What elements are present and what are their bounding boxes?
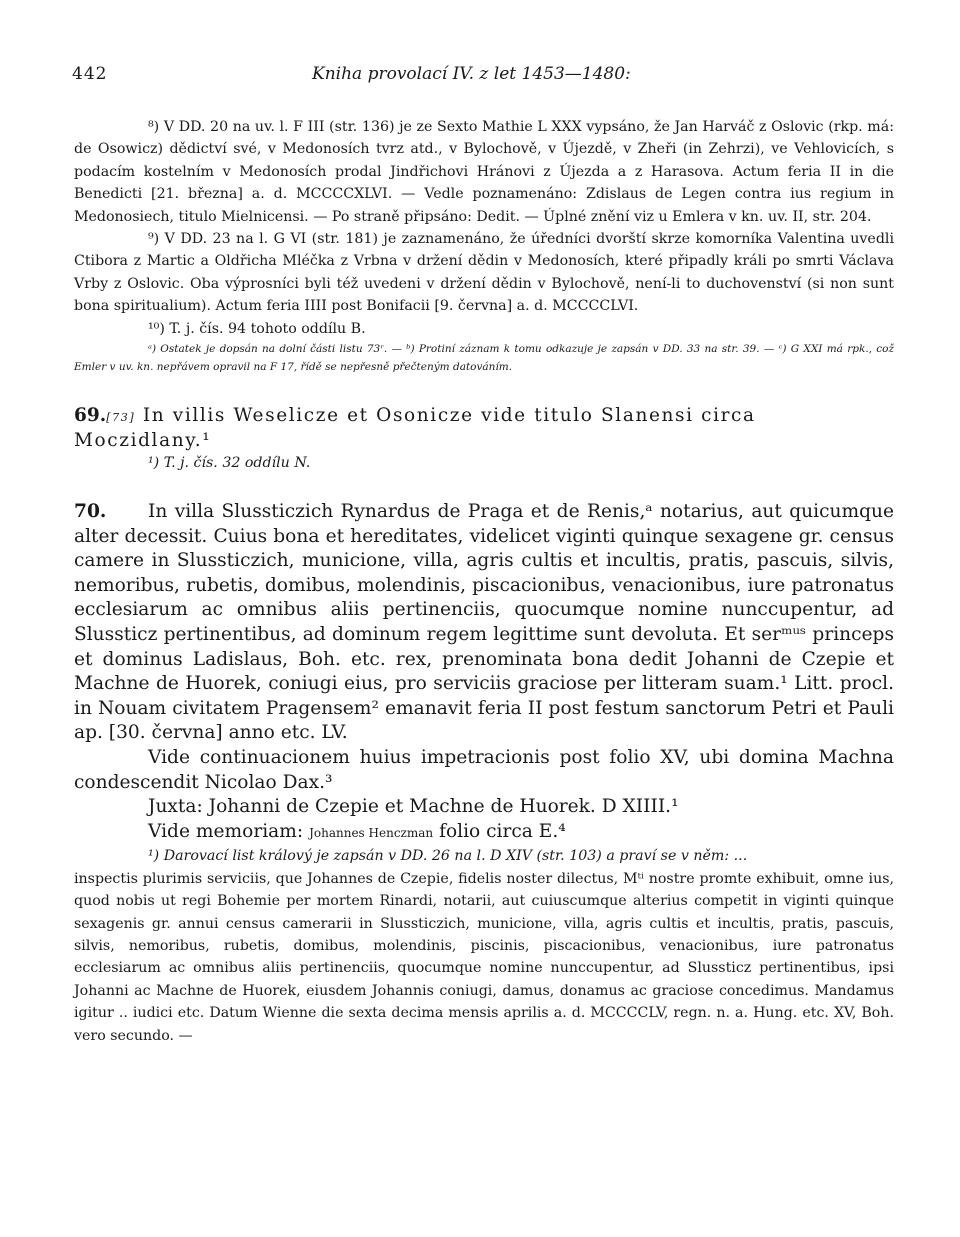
entry-70-vide: Vide continuacionem huius impetracionis post folio XV, ubi domina Machna condescendit Nicolao Dax.³ [74,747,894,793]
entry-70-footnote-body: inspectis plurimis serviciis, que Johannes de Czepie, fidelis noster dilectus, Mᵗⁱ nostre promte exhibuit, omne ius, quod nobis ut regi Bohemie per mortem Rinardi, notarii, aut cuiuscumque alterius competit in viginti quinque sexagenis gr. annui census camerarii in Slussticzich, municione, villa, agris cultis et incultis, pratis, pascuis, silvis, nemoribus, rubetis, domibus, molendinis, piscinis, piscacionibus, venacionibus, iure patronatus ecclesiarum ac omnibus aliis pertinenciis, quocumque nomine nunccupentur, ad Slussticz pertinentibus, ipsi Johanni ac Machne de Huorek, eiusdem Johannis coniugi, damus, donamus ac graciose concedimus. Mandamus igitur .. iudici etc. Datum Wienne die sexta decima mensis aprilis a. d. MCCCCLV, regn. n. a. Hung. etc. XV, Boh. vero secundo. — [74,870,894,1044]
entry-70-memoriam [74,820,894,846]
entry-69-number: 69. [74,405,107,427]
entry-70-juxta: Juxta: Johanni de Czepie et Machne de Huorek. D XIIII.¹ [148,796,679,818]
entry-69 [74,404,894,474]
previous-footnotes [74,116,894,376]
document-page [74,64,894,1047]
footnote-8: ⁸) V DD. 20 na uv. l. F III (str. 136) je ze Sexto Mathie L XXX vypsáno, že Jan Harváč z Oslovic (rkp. má: de Osowicz) dědictví své, v Medonosích tvrz atd., v Bylochově, v Újezdě, v Zheři (in Zehrzi), ve Vehlovicích, s podacím kostelním v Medonosích prodal Jindřichovi Hránovi z Újezda a z Harasova. Actum feria II in die Benedicti [21. března] a. d. MCCCCXLVI. — Vedle poznamenáno: Zdislaus de Legen contra ius regium in Medonosiech, titulo Mielnicensi. — Po straně připsáno: Dedit. — Úplné znění viz u Emlera v kn. uv. II, str. 204. [74,119,894,225]
entry-70-footnote-lead: ¹) Darovací list králový je zapsán v DD. 26 na l. D XIV (str. 103) a praví se v něm: ... [148,848,748,865]
entry-69-heading [74,404,894,452]
memoriam-suffix: folio circa E.⁴ [439,820,566,842]
entry-69-text: In villis Weselicze et Osonicze vide titulo Slanensi circa Moczidlany.¹ [74,405,756,452]
running-head [74,64,894,92]
entry-70-number: 70. [74,501,107,523]
entry-70 [74,500,894,1047]
memoriam-name: Johannes Henczman [309,825,434,840]
footnote-10: ¹⁰) T. j. čís. 94 tohoto oddílu B. [148,320,366,337]
entry-70-main [74,500,894,746]
entry-69-folio: [73] [106,411,136,425]
footnote-9: ⁹) V DD. 23 na l. G VI (str. 181) je zaznamenáno, že úředníci dvorští skrze komorníka Valentina uvedli Ctibora z Martic a Oldřicha Mléčka z Vrbna v držení dědin v Medonosích, které připadly králi po smrti Václava Vrby z Oslovic. Oba výprosníci byli též uvedeni v držení dědin v Bylochově, není-li to duchovenství (si non sunt bona spiritualium). Actum feria IIII post Bonifacii [9. června] a. d. MCCCCLVI. [74,231,894,315]
entry-69-footnote: ¹) T. j. čís. 32 oddílu N. [148,455,311,472]
textual-notes: ᵃ) Ostatek je dopsán na dolní části listu 73ʳ. — ᵇ) Protiní záznam k tomu odkazuje je zapsán v DD. 33 na str. 39. — ᶜ) G XXI má rpk., což Emler v uv. kn. nepřávem opravil na F 17, řídě se nepřesně přečteným datováním. [74,343,894,374]
entry-70-text: In villa Slussticzich Rynardus de Praga et de Renis,ᵃ notarius, aut quicumque alter decessit. Cuius bona et hereditates, videlicet viginti quinque sexagene gr. census camere in Slussticzich, municione, villa, agris cultis et incultis, pratis, pascuis, silvis, nemoribus, rubetis, domibus, molendinis, piscacionibus, venacionibus, iure patronatus ecclesiarum ac omnibus aliis pertinenciis, quocumque nomine nunccupentur, ad Slussticz pertinentibus, ad dominum regem legittime sunt devoluta. Et serᵐᵘˢ princeps et dominus Ladislaus, Boh. etc. rex, prenominata bona dedit Johanni de Czepie et Machne de Huorek, coniugi eius, pro serviciis graciose per litteram suam.¹ Litt. procl. in Nouam civitatem Pragensem² emanavit feria II post festum sanctorum Petri et Pauli ap. [30. června] anno etc. LV. [74,501,894,744]
page-number: 442 [72,64,108,84]
running-title: Kniha provolací IV. z let 1453—1480: [312,64,631,84]
memoriam-prefix: Vide memoriam: [148,820,304,842]
